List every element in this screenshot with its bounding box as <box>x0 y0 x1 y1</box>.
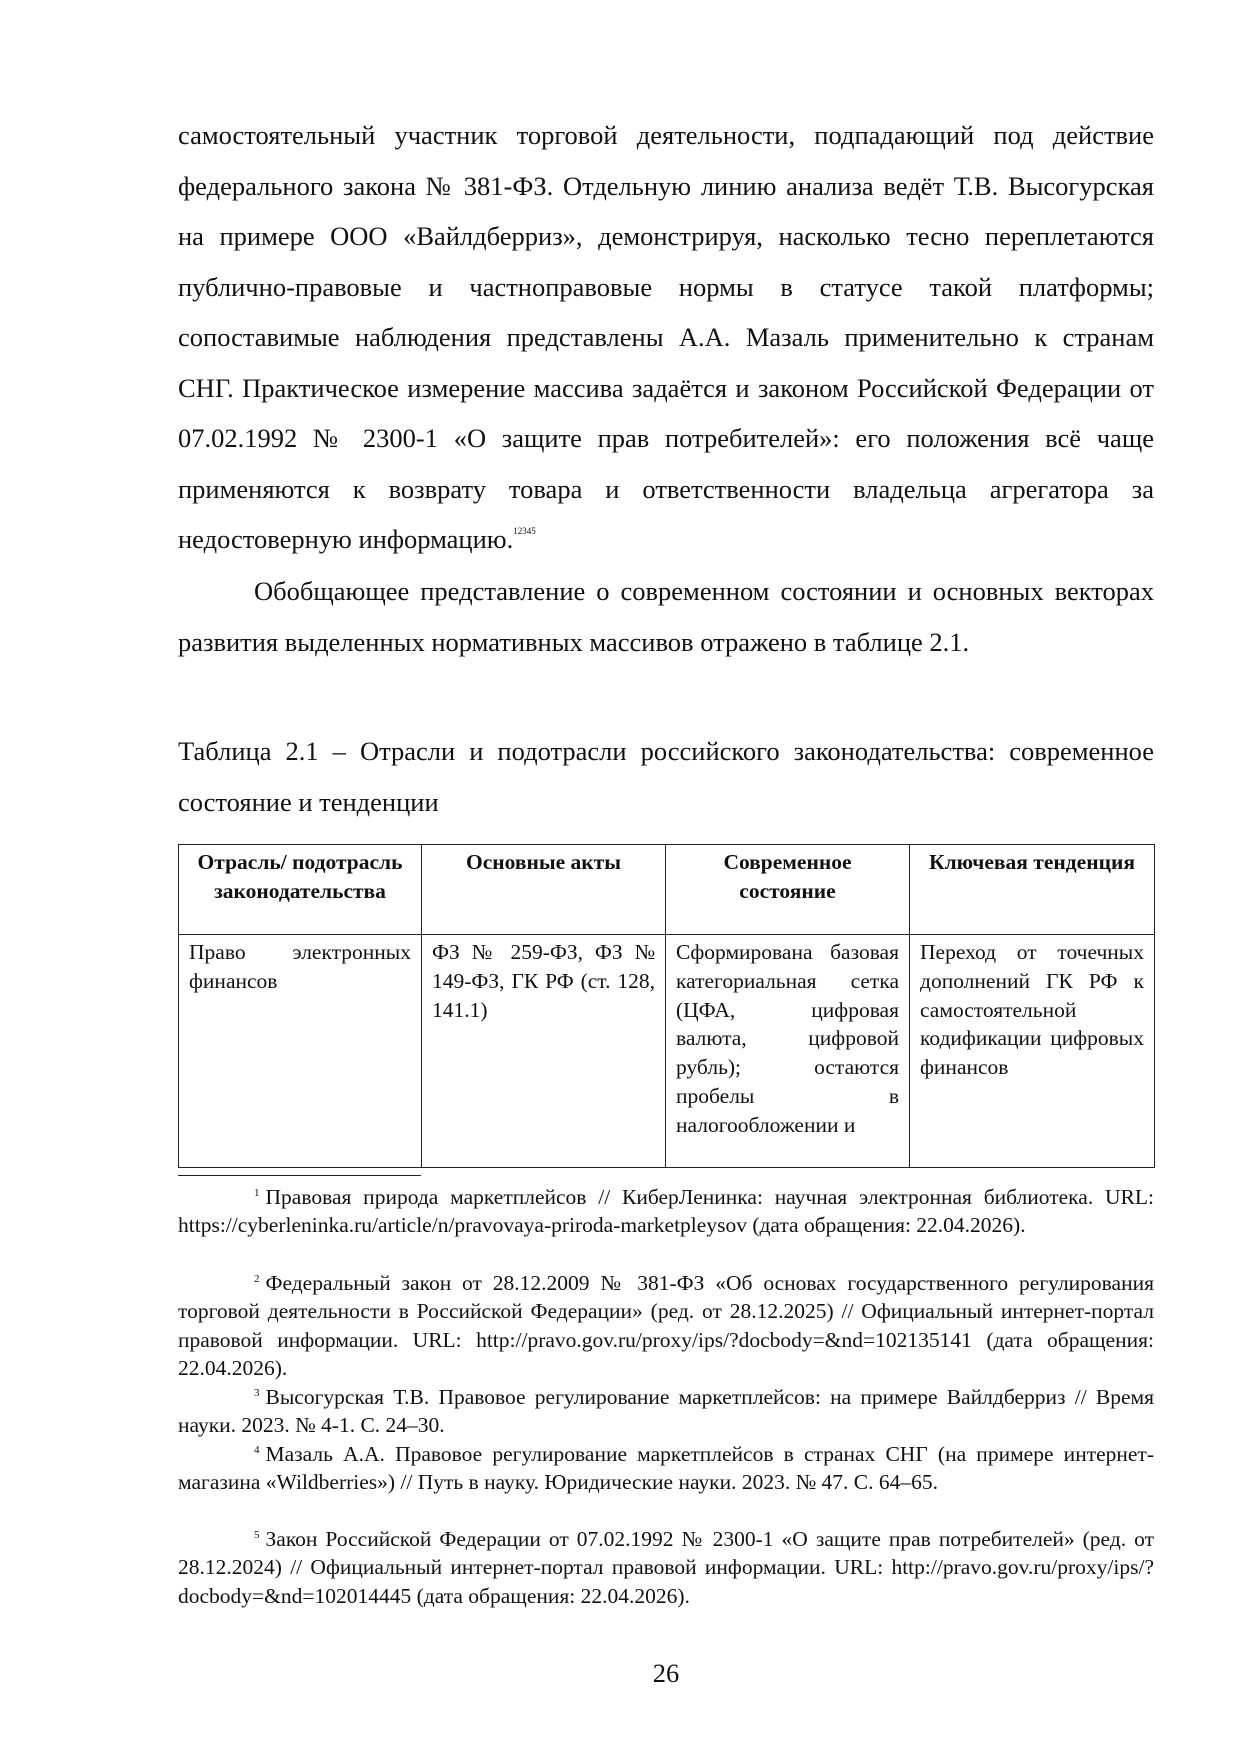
footnote-separator <box>178 1175 421 1176</box>
table-row <box>179 935 1155 1168</box>
cell-text: Переход от точечных дополнений ГК РФ к самостоятельной кодификации цифровых финансов <box>920 940 1144 1080</box>
footnote-4 <box>178 1440 1154 1497</box>
footnote-2 <box>178 1269 1154 1382</box>
paragraph-1-text: самостоятельный участник торговой деятельности, подпадающий под действие федерального закона № 381-ФЗ. Отдельную линию анализа ведёт Т.В. Высогурская на примере ООО «Вайлдберриз», демонстрируя, насколько тесно переплетаются публично-правовые и частноправовые нормы в статусе такой платформы; сопоставимые наблюдения представлены А.А. Мазаль применительно к странам СНГ. Практическое измерение массива задаётся и законом Российской Федерации от 07.02.1992 № 2300-1 «О защите прав потребителей»: его положения всё чаще применяются к возврату товара и ответственности владельца агрегатора за недостоверную информацию. <box>178 120 1154 554</box>
footnote-number: 5 <box>254 1529 260 1541</box>
page-number: 26 <box>652 1658 680 1688</box>
table-caption: Таблица 2.1 – Отрасли и подотрасли российского законодательства: современное состояние и тенденции <box>178 736 1154 817</box>
cell-text: Право электронных финансов <box>189 940 411 993</box>
footnote-text: Мазаль А.А. Правовое регулирование маркетплейсов в странах СНГ (на примере интернет-магазина «Wildberries») // Путь в науку. Юридические науки. 2023. № 47. С. 64–65. <box>178 1442 1154 1495</box>
footnote-5 <box>178 1525 1154 1610</box>
table-cell <box>422 935 666 1168</box>
table-header-cell: Основные акты <box>422 845 666 935</box>
table-header-cell: Современное состояние <box>666 845 910 935</box>
footnote-number: 2 <box>254 1273 260 1285</box>
footnote-text: Высогурская Т.В. Правовое регулирование маркетплейсов: на примере Вайлдберриз // Время науки. 2023. № 4-1. С. 24–30. <box>178 1385 1154 1438</box>
document-page <box>178 0 1154 1754</box>
table-header-cell: Отрасль/ подотрасль законодательства <box>179 845 422 935</box>
footnote-3 <box>178 1383 1154 1440</box>
body-paragraph-2: Обобщающее представление о современном состоянии и основных векторах развития выделенных нормативных массивов отражено в таблице 2.1. <box>178 576 1154 657</box>
table-header-cell: Ключевая тенденция <box>910 845 1155 935</box>
footnote-text: Федеральный закон от 28.12.2009 № 381-ФЗ «Об основах государственного регулирования торговой деятельности в Российской Федерации» (ред. от 28.12.2025) // Официальный интернет-портал правовой информации. URL: http://pravo.gov.ru/proxy/ips/?docbody=&nd=102135141 (дата обращения: 22.04.2026). <box>178 1271 1154 1380</box>
body-paragraph-1 <box>178 110 1154 565</box>
table-cell <box>910 935 1155 1168</box>
footnote-number: 1 <box>254 1187 260 1199</box>
table-cell <box>179 935 422 1168</box>
table-header-row <box>179 845 1155 935</box>
footnote-text: Правовая природа маркетплейсов // КиберЛенинка: научная электронная библиотека. URL: https://cyberleninka.ru/article/n/pravovaya-priroda-marketpleysov (дата обращения: 22.04.2026). <box>178 1185 1154 1238</box>
footnote-number: 3 <box>254 1387 260 1399</box>
cell-text: ФЗ № 259-ФЗ, ФЗ № 149-ФЗ, ГК РФ (ст. 128, 141.1) <box>432 940 655 1022</box>
cell-text: Сформирована базовая категориальная сетка (ЦФА, цифровая валюта, цифровой рубль); остаются пробелы в налогообложении и <box>676 940 899 1137</box>
footnote-1 <box>178 1183 1154 1240</box>
legislation-table <box>178 844 1155 1168</box>
footnote-number: 4 <box>254 1444 260 1456</box>
footnote-refs: 12345 <box>513 526 536 536</box>
table-cell <box>666 935 910 1168</box>
footnote-text: Закон Российской Федерации от 07.02.1992 № 2300-1 «О защите прав потребителей» (ред. от 28.12.2024) // Официальный интернет-портал правовой информации. URL: http://pravo.gov.ru/proxy/ips/?docbody=&nd=102014445 (дата обращения: 22.04.2026). <box>178 1527 1154 1608</box>
